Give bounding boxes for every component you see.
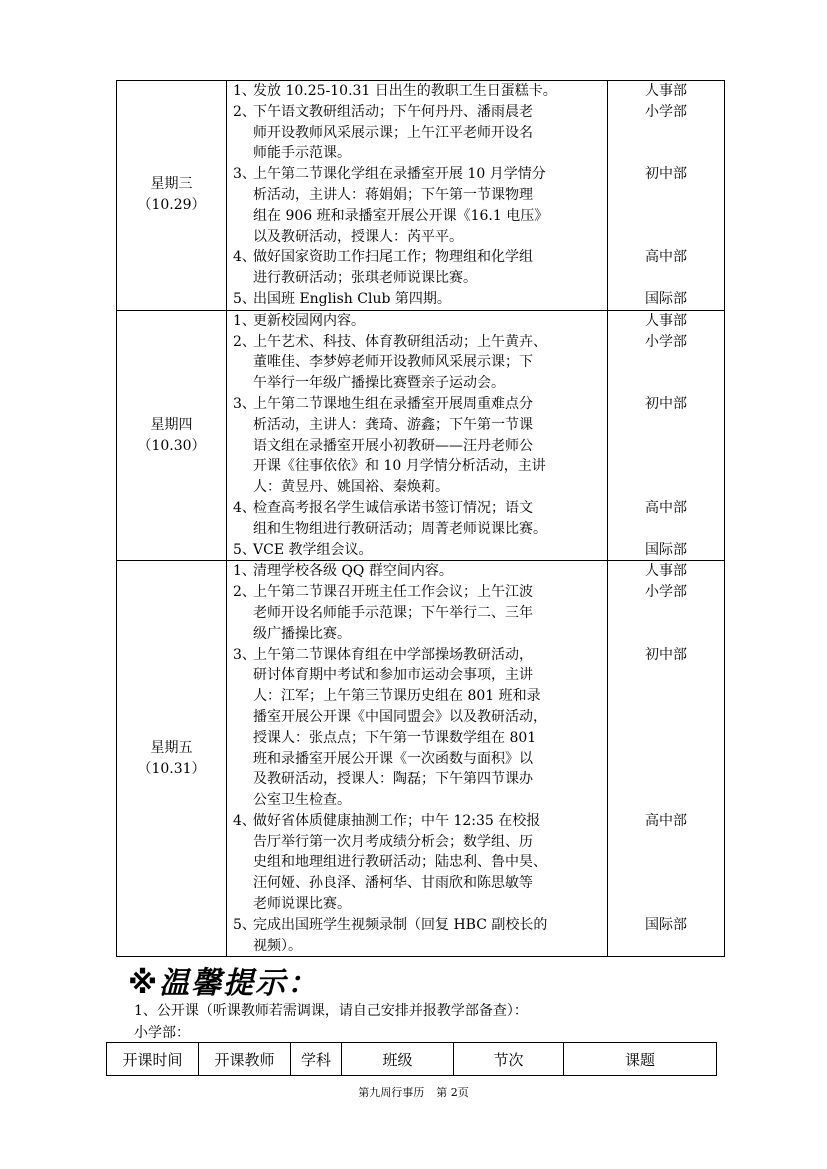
department-label [608,665,724,686]
tips-primary-section-label: 小学部： [134,1025,190,1041]
task-text-line: 析活动，主讲人：龚琦、游鑫；下午第一节课 [253,416,533,433]
day-cell [117,561,227,957]
task-item [227,811,607,915]
header-time: 开课时间 [107,1043,199,1076]
task-number: 1、 [233,563,256,580]
task-text [253,811,601,915]
task-text-line: 进行教研活动；张琪老师说课比赛。 [253,270,477,287]
task-text-line: 老师开设名师能手示范课；下午举行二、三年 [253,604,533,621]
department-label [608,852,724,873]
task-text [253,332,601,394]
department-label [608,603,724,624]
tips-open-class-line: 1、公开课（听课教师若需调课，请自己安排并报教学部备查）： [134,1003,528,1019]
task-text-line: 开课《往事依依》和 10 月学情分析活动，主讲 [253,458,546,475]
task-text [253,247,601,289]
open-class-table [106,1042,717,1076]
task-text-line: 午举行一年级广播操比赛暨亲子运动会。 [253,375,505,392]
task-text [253,311,601,332]
department-label: 人事部 [645,563,687,580]
footer-page-number: 第 2页 [436,1086,469,1099]
header-teacher: 开课教师 [199,1043,291,1076]
task-text-line: 人：江军；上午第三节课历史组在 801 班和录 [253,688,541,705]
department-label [608,519,724,540]
task-number: 5、 [233,541,256,558]
day-date: （10.30） [137,437,206,454]
task-text [253,289,601,310]
task-text [253,645,601,811]
task-text-line: 语文组在录播室开展小初教研——汪丹老师公 [253,437,533,454]
department-label: 高中部 [645,249,687,266]
task-item [227,498,607,540]
task-text-line: 组在 906 班和录播室开展公开课《16.1 电压》 [253,207,549,224]
task-text-line: 公室卫生检查。 [253,792,351,809]
task-item [227,311,607,332]
task-text-line: 师开设教师风采展示课；上午江平老师开设名 [253,124,533,141]
day-name: 星期四 [150,416,193,433]
day-row [117,81,725,311]
task-text [253,915,601,957]
task-text-line: 清理学校各级 QQ 群空间内容。 [253,563,453,580]
department-label: 初中部 [645,646,687,663]
department-label [608,769,724,790]
task-text [253,164,601,247]
task-text-line: 级广播操比赛。 [253,625,351,642]
task-number: 4、 [233,812,256,829]
task-text-line: 汪何娅、孙良泽、潘柯华、甘雨欣和陈思敏等 [253,875,533,892]
task-text-line: 班和录播室开展公开课《一次函数与面积》以 [253,750,533,767]
task-text-line: 上午艺术、科技、体育教研组活动；上午黄卉、 [253,333,547,350]
task-item [227,102,607,164]
day-row [117,561,725,957]
task-text [253,582,601,644]
department-label [608,832,724,853]
department-label [608,873,724,894]
department-label [608,749,724,770]
task-number: 3、 [233,395,256,412]
department-label: 小学部 [645,103,687,120]
task-text-line: 及教研活动，授课人：陶磊；下午第四节课办 [253,771,533,788]
department-cell [608,310,725,561]
task-number: 2、 [233,103,256,120]
task-number: 1、 [233,83,256,99]
day-date: （10.31） [137,760,206,777]
task-number: 3、 [233,166,256,183]
task-text-line: 下午语文教研组活动；下午何丹丹、潘雨晨老 [253,103,533,120]
task-text-line: 上午第二节课召开班主任工作会议；上午江波 [253,584,533,601]
task-list-cell [227,561,608,957]
task-item [227,81,607,102]
task-text [253,498,601,540]
task-list-cell [227,81,608,311]
department-label: 小学部 [645,584,687,601]
tips-title: ※温馨提示： [128,966,320,1001]
task-text [253,561,601,582]
task-number: 5、 [233,916,256,933]
department-label [608,206,724,227]
department-label [608,415,724,436]
department-label [608,624,724,645]
task-text-line: 董唯佳、李梦婷老师开设教师风采展示课；下 [253,354,533,371]
task-text [253,540,601,561]
department-label: 初中部 [645,166,687,183]
department-label: 国际部 [645,290,687,307]
department-label: 高中部 [645,499,687,516]
day-cell [117,81,227,311]
department-label [608,185,724,206]
task-text-line: 以及教研活动，授课人：芮平平。 [253,228,463,245]
department-cell [608,81,725,311]
task-text-line: 授课人：张点点；下午第一节课数学组在 801 [253,729,537,746]
task-item [227,332,607,394]
task-item [227,582,607,644]
header-class: 班级 [342,1043,454,1076]
open-class-header-row [107,1043,717,1076]
task-number: 2、 [233,333,256,350]
footer-doc-title: 第九周行事历 [358,1086,425,1099]
task-text-line: 发放 10.25-10.31 日出生的教职工生日蛋糕卡。 [253,83,557,99]
department-cell [608,561,725,957]
task-item [227,394,607,498]
task-text-line: 组和生物组进行教研活动；周菁老师说课比赛。 [253,520,547,537]
department-label [608,143,724,164]
weekly-schedule-table [116,80,725,957]
task-text-line: 上午第二节课化学组在录播室开展 10 月学情分 [253,166,546,183]
task-number: 2、 [233,584,256,601]
task-text-line: 告厅举行第一次月考成绩分析会；数学组、历 [253,833,533,850]
day-name: 星期三 [150,176,193,193]
day-date: （10.29） [137,197,206,214]
task-item [227,289,607,310]
task-text-line: 出国班 English Club 第四期。 [253,290,451,307]
header-period: 节次 [454,1043,564,1076]
department-label: 小学部 [645,333,687,350]
department-label: 初中部 [645,395,687,412]
task-text-line: 做好省体质健康抽测工作；中午 12:35 在校报 [253,812,541,829]
department-label [608,686,724,707]
department-label [608,456,724,477]
department-label: 高中部 [645,812,687,829]
day-row [117,310,725,561]
task-number: 4、 [233,249,256,266]
department-label [608,707,724,728]
task-text [253,394,601,498]
task-list-cell [227,310,608,561]
department-label [608,268,724,289]
task-text-line: 析活动，主讲人：蒋娟娟；下午第一节课物理 [253,186,533,203]
department-label [608,227,724,248]
task-text-line: 视频）。 [253,937,302,954]
task-text-line: 更新校园网内容。 [253,312,365,329]
task-text-line: 播室开展公开课《中国同盟会》以及教研活动， [253,708,547,725]
task-text-line: 做好国家资助工作扫尾工作；物理组和化学组 [253,249,533,266]
department-label [608,894,724,915]
task-number: 1、 [233,312,256,329]
task-text-line: 上午第二节课体育组在中学部操场教研活动， [253,646,533,663]
task-item [227,915,607,957]
header-topic: 课题 [564,1043,717,1076]
task-text-line: 上午第二节课地生组在录播室开展周重难点分 [253,395,533,412]
task-text-line: 完成出国班学生视频录制（回复 HBC 副校长的 [253,916,548,933]
task-text-line: 师能手示范课。 [253,145,351,162]
task-number: 5、 [233,290,256,307]
task-text-line: 检查高考报名学生诚信承诺书签订情况；语文 [253,499,533,516]
department-label [608,436,724,457]
task-text-line: 史组和地理组进行教研活动；陆忠利、鲁中昊、 [253,854,547,871]
task-item [227,247,607,289]
department-label: 人事部 [645,83,687,99]
task-item [227,561,607,582]
task-text-line: 人：黄昱丹、姚国裕、秦焕莉。 [253,479,449,496]
task-item [227,164,607,247]
task-text-line: 老师说课比赛。 [253,896,351,913]
department-label: 人事部 [645,312,687,329]
task-item [227,645,607,811]
department-label [608,373,724,394]
task-item [227,540,607,561]
department-label [608,477,724,498]
day-name: 星期五 [150,739,193,756]
header-subject: 学科 [291,1043,342,1076]
department-label [608,352,724,373]
day-cell [117,310,227,561]
task-text [253,102,601,164]
task-text [253,81,601,102]
department-label [608,728,724,749]
task-number: 3、 [233,646,256,663]
task-number: 4、 [233,499,256,516]
page-footer [0,1084,827,1100]
task-text-line: VCE 教学组会议。 [253,541,373,558]
department-label: 国际部 [645,916,687,933]
department-label [608,790,724,811]
department-label: 国际部 [645,541,687,558]
department-label [608,123,724,144]
task-text-line: 研讨体育期中考试和参加市运动会事项，主讲 [253,667,533,684]
